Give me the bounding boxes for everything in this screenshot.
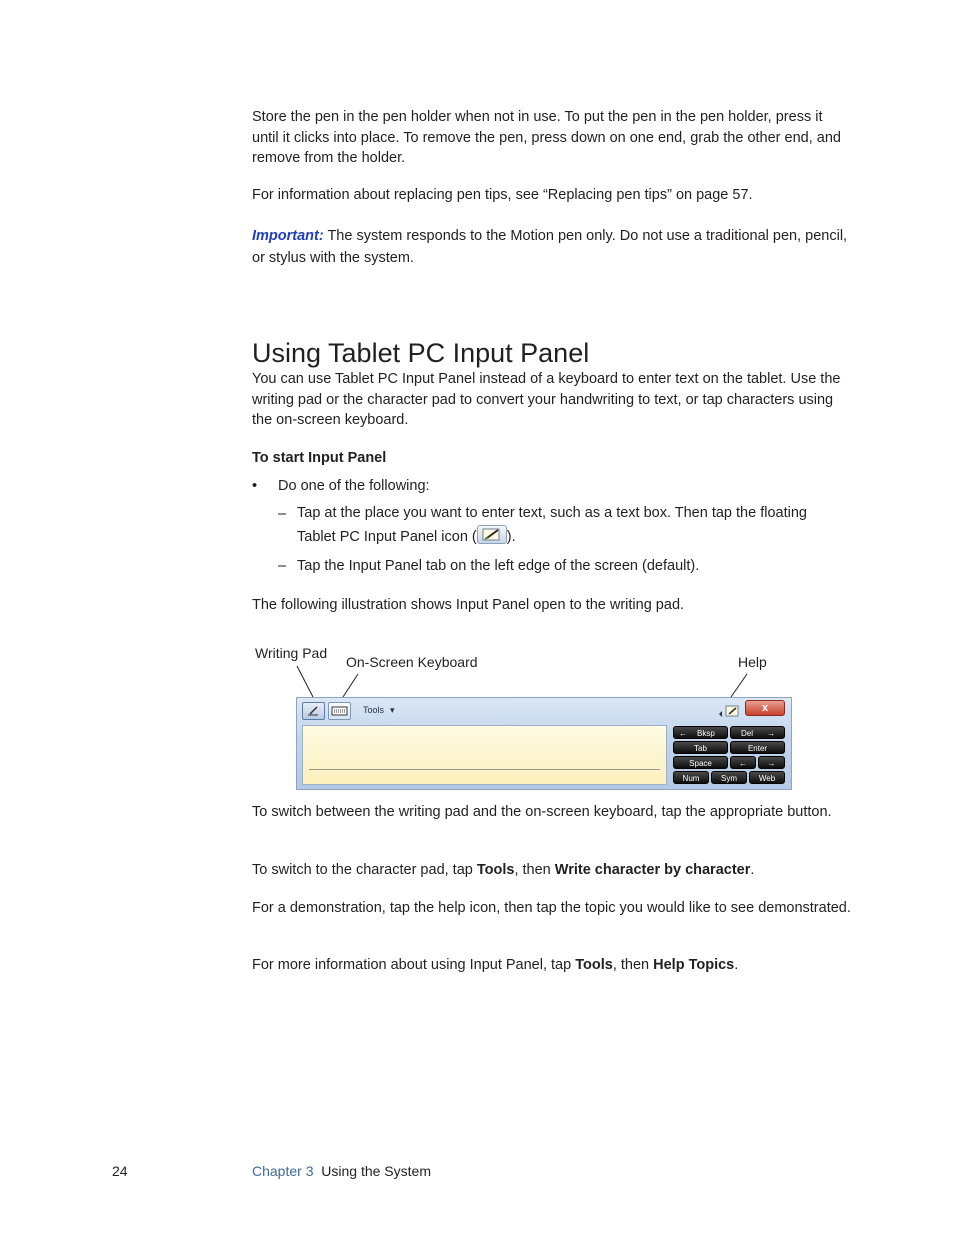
web-label: Web (758, 774, 776, 783)
close-button[interactable] (745, 700, 785, 716)
chapter-title: Using the System (321, 1163, 431, 1179)
sym-key[interactable] (711, 771, 747, 784)
write-character-term: Write character by character (554, 862, 751, 878)
sub-item-tab: Tap the Input Panel tab on the left edge of the screen (default). (297, 558, 700, 574)
help-topics-term: Help Topics (653, 957, 735, 973)
right-arrow-key[interactable] (758, 756, 785, 769)
bksp-label: Bksp (697, 729, 715, 738)
writing-pad-area[interactable] (302, 725, 667, 785)
more-info-paragraph (252, 955, 852, 976)
help-icon (717, 703, 741, 719)
dash-marker: – (278, 506, 287, 522)
important-label: Important: (252, 228, 324, 244)
keyboard-button[interactable] (328, 702, 351, 720)
tools-term: Tools (575, 957, 613, 973)
char-pad-text: , then (514, 862, 555, 878)
bullet-item: Do one of the following: (278, 478, 430, 494)
bksp-key[interactable] (673, 726, 728, 739)
more-info-text: For more information about using Input Panel, tap (252, 957, 576, 973)
demonstration-paragraph: For a demonstration, tap the help icon, then tap the topic you would like to see demonstrated. (252, 900, 851, 916)
callout-writing-pad: Writing Pad (255, 645, 328, 661)
tab-key[interactable] (673, 741, 728, 754)
enter-key[interactable] (730, 741, 785, 754)
num-key[interactable] (673, 771, 709, 784)
help-button[interactable] (717, 703, 741, 719)
important-text: The system responds to the Motion pen only. Do not use a traditional pen, pencil, or stylus with the system. (252, 228, 848, 266)
space-label: Space (689, 759, 712, 768)
writing-pad-icon (303, 703, 324, 719)
sym-label: Sym (721, 774, 737, 783)
callout-on-screen-keyboard: On-Screen Keyboard (346, 654, 478, 670)
procedure-heading: To start Input Panel (252, 450, 387, 466)
char-pad-text: To switch to the character pad, tap (252, 862, 477, 878)
sub-item-text-end: ). (506, 529, 516, 545)
bullet-marker: • (252, 478, 258, 494)
footer-chapter (252, 1162, 431, 1180)
sub-item-text: Tap at the place you want to enter text, such as a text box. Then tap the floating Tablet PC Input Panel icon ( (297, 505, 807, 545)
illustration-intro: The following illustration shows Input Panel open to the writing pad. (252, 597, 685, 613)
quick-keys (673, 726, 787, 786)
right-arrow-icon: → (767, 729, 776, 738)
more-info-text: . (734, 957, 739, 973)
tools-term: Tools (476, 862, 515, 878)
left-arrow-icon: ← (739, 759, 747, 768)
del-key[interactable] (730, 726, 785, 739)
space-key[interactable] (673, 756, 728, 769)
chevron-down-icon: ▾ (390, 705, 395, 715)
writing-baseline (309, 769, 660, 770)
dash-marker: – (278, 558, 287, 574)
enter-label: Enter (747, 744, 768, 753)
right-arrow-icon: → (767, 759, 776, 768)
intro-paragraph: You can use Tablet PC Input Panel instead of a keyboard to enter text on the tablet. Use the writing pad or the character pad to convert your handwriting to text, or tap characters using the on-screen keyboard. (252, 371, 841, 428)
char-pad-text: . (750, 862, 755, 878)
character-pad-paragraph (252, 860, 852, 881)
input-panel-illustration (296, 697, 792, 790)
pen-tips-paragraph: For information about replacing pen tips, see “Replacing pen tips” on page 57. (252, 187, 753, 203)
tools-menu[interactable] (363, 705, 395, 716)
callout-help: Help (738, 654, 767, 670)
chapter-label: Chapter 3 (252, 1163, 314, 1179)
tab-label: Tab (694, 744, 707, 753)
left-arrow-icon: ← (679, 729, 687, 738)
writing-pad-button[interactable] (302, 702, 325, 720)
pen-holder-paragraph: Store the pen in the pen holder when not in use. To put the pen in the pen holder, press it until it clicks into place. To remove the pen, press down on one end, grab the other end, and remove from the holder. (252, 109, 841, 166)
web-key[interactable] (749, 771, 785, 784)
tools-label: Tools (363, 705, 385, 715)
page-number: 24 (112, 1163, 128, 1179)
left-arrow-key[interactable] (730, 756, 756, 769)
close-icon: x (761, 702, 769, 714)
num-label: Num (682, 774, 700, 783)
more-info-text: , then (612, 957, 654, 973)
switch-paragraph: To switch between the writing pad and the on-screen keyboard, tap the appropriate button. (252, 804, 832, 820)
section-title: Using Tablet PC Input Panel (252, 338, 590, 368)
del-label: Del (741, 729, 754, 738)
keyboard-icon (329, 703, 350, 719)
